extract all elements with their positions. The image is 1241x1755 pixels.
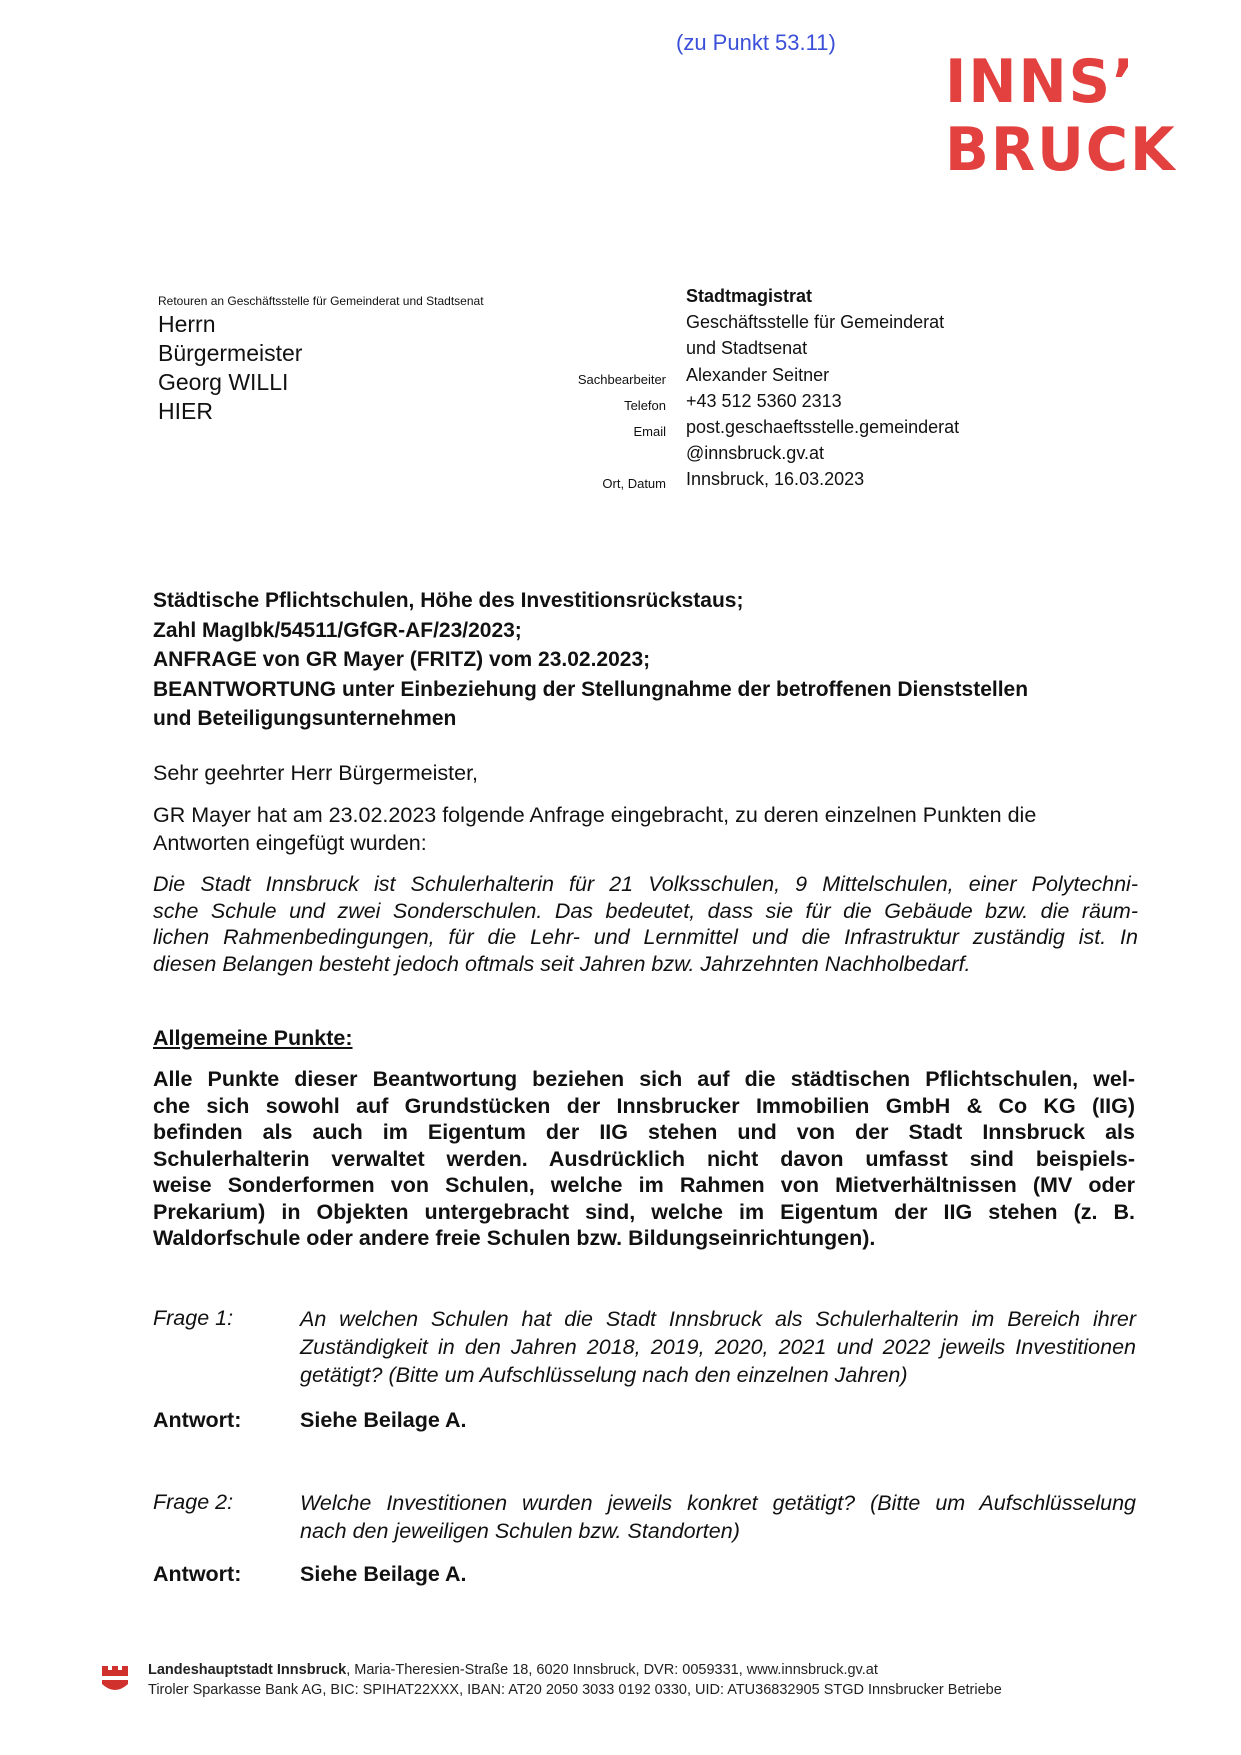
recipient-line: HIER bbox=[158, 398, 213, 424]
footer-address: , Maria-Theresien-Straße 18, 6020 Innsbruck, DVR: 0059331, www.innsbruck.gv.at bbox=[346, 1662, 878, 1678]
phone-number: +43 512 5360 2313 bbox=[686, 391, 842, 411]
subject-line: ANFRAGE von GR Mayer (FRITZ) vom 23.02.2023; bbox=[153, 648, 651, 671]
return-address: Retouren an Geschäftsstelle für Gemeinderat und Stadtsenat bbox=[158, 294, 484, 308]
inquiry-quote bbox=[153, 871, 1138, 977]
general-line: Schulerhalterin verwaltet werden. Ausdrücklich nicht davon umfasst sind beispiels- bbox=[153, 1146, 1135, 1171]
general-points bbox=[153, 1066, 1135, 1252]
quote-line: Die Stadt Innsbruck ist Schulerhalterin für 21 Volksschulen, 9 Mittelschulen, einer Polytechni- bbox=[153, 872, 1138, 896]
question-2-label: Frage 2: bbox=[153, 1490, 234, 1514]
sender-org: Stadtmagistrat bbox=[686, 286, 813, 306]
subject-line: BEANTWORTUNG unter Einbeziehung der Stellungnahme der betroffenen Dienststellen bbox=[153, 677, 1029, 701]
subject-line: und Beteiligungsunternehmen bbox=[153, 707, 457, 730]
recipient-line: Georg WILLI bbox=[158, 369, 289, 395]
question-line: Welche Investitionen wurden jeweils konkret getätigt? (Bitte um Aufschlüsselung bbox=[300, 1491, 1136, 1515]
question-line: An welchen Schulen hat die Stadt Innsbruck als Schulerhalterin im Bereich ihrer bbox=[300, 1307, 1136, 1331]
recipient-line: Herrn bbox=[158, 311, 216, 337]
quote-line: diesen Belangen besteht jedoch oftmals seit Jahren bzw. Jahrzehnten Nachholbedarf. bbox=[153, 951, 971, 976]
subject-block bbox=[153, 586, 1133, 734]
email-label: Email bbox=[633, 424, 666, 439]
footer-line-1 bbox=[148, 1662, 878, 1678]
logo-line-1: INNS’ bbox=[945, 47, 1136, 117]
question-2-text bbox=[300, 1489, 1136, 1545]
intro-line: GR Mayer hat am 23.02.2023 folgende Anfrage eingebracht, zu deren einzelnen Punkten die bbox=[153, 803, 1037, 827]
email-address: post.geschaeftsstelle.gemeinderat bbox=[686, 417, 960, 437]
recipient-address bbox=[158, 310, 302, 426]
place-date: Innsbruck, 16.03.2023 bbox=[686, 469, 865, 489]
footer-line-2: Tiroler Sparkasse Bank AG, BIC: SPIHAT22XXX, IBAN: AT20 2050 3033 0192 0330, UID: ATU36832905 STGD Innsbrucker Betriebe bbox=[148, 1682, 1002, 1698]
sender-dept: Geschäftsstelle für Gemeinderat bbox=[686, 312, 945, 332]
intro-paragraph bbox=[153, 801, 1138, 857]
subject-line: Zahl MagIbk/54511/GfGR-AF/23/2023; bbox=[153, 618, 522, 642]
general-line: Prekarium) in Objekten untergebracht sind, welche im Eigentum der IIG stehen (z. B. bbox=[153, 1199, 1135, 1224]
letter-footer bbox=[100, 1660, 1140, 1710]
sender-dept-2: und Stadtsenat bbox=[686, 338, 808, 358]
clerk-name: Alexander Seitner bbox=[686, 365, 830, 385]
phone-label: Telefon bbox=[624, 398, 666, 413]
general-line: che sich sowohl auf Grundstücken der Innsbrucker Immobilien GmbH & Co KG (IIG) bbox=[153, 1093, 1135, 1118]
recipient-line: Bürgermeister bbox=[158, 340, 303, 366]
quote-line: lichen Rahmenbedingungen, für die Lehr- und Lernmittel und die Infrastruktur zuständig ist. In bbox=[153, 925, 1138, 949]
general-line: befinden als auch im Eigentum der IIG stehen und von der Stadt Innsbruck als bbox=[153, 1120, 1135, 1144]
question-1-text bbox=[300, 1305, 1136, 1389]
innsbruck-logo bbox=[945, 47, 1190, 185]
question-1-label: Frage 1: bbox=[153, 1306, 234, 1330]
general-line: weise Sonderformen von Schulen, welche im Rahmen von Mietverhältnissen (MV oder bbox=[153, 1173, 1135, 1197]
general-line: Waldorfschule oder andere freie Schulen bzw. Bildungseinrichtungen). bbox=[153, 1226, 876, 1250]
coat-of-arms-icon bbox=[100, 1662, 130, 1696]
subject-line: Städtische Pflichtschulen, Höhe des Investitionsrückstaus; bbox=[153, 589, 744, 612]
salutation: Sehr geehrter Herr Bürgermeister, bbox=[153, 761, 479, 785]
footer-org: Landeshauptstadt Innsbruck bbox=[148, 1662, 347, 1678]
question-line: Zuständigkeit in den Jahren 2018, 2019, 2020, 2021 und 2022 jeweils Investitionen bbox=[300, 1335, 1136, 1359]
date-label: Ort, Datum bbox=[602, 476, 666, 491]
quote-line: sche Schule und zwei Sonderschulen. Das bedeutet, dass sie für die Gebäude bzw. die räum- bbox=[153, 898, 1138, 923]
answer-2-label: Antwort: bbox=[153, 1562, 242, 1586]
clerk-label: Sachbearbeiter bbox=[577, 372, 666, 387]
logo-line-2: BRUCK bbox=[945, 115, 1177, 185]
answer-1-label: Antwort: bbox=[153, 1408, 242, 1432]
agenda-reference: (zu Punkt 53.11) bbox=[676, 30, 836, 55]
answer-2-text: Siehe Beilage A. bbox=[300, 1562, 467, 1586]
section-heading: Allgemeine Punkte: bbox=[153, 1026, 353, 1050]
question-line: nach den jeweiligen Schulen bzw. Standorten) bbox=[300, 1519, 740, 1543]
answer-1-text: Siehe Beilage A. bbox=[300, 1408, 467, 1432]
general-line: Alle Punkte dieser Beantwortung beziehen sich auf die städtischen Pflichtschulen, wel- bbox=[153, 1067, 1135, 1091]
intro-line: Antworten eingefügt wurden: bbox=[153, 831, 427, 855]
question-line: getätigt? (Bitte um Aufschlüsselung nach den einzelnen Jahren) bbox=[300, 1363, 908, 1387]
email-domain: @innsbruck.gv.at bbox=[686, 443, 824, 463]
